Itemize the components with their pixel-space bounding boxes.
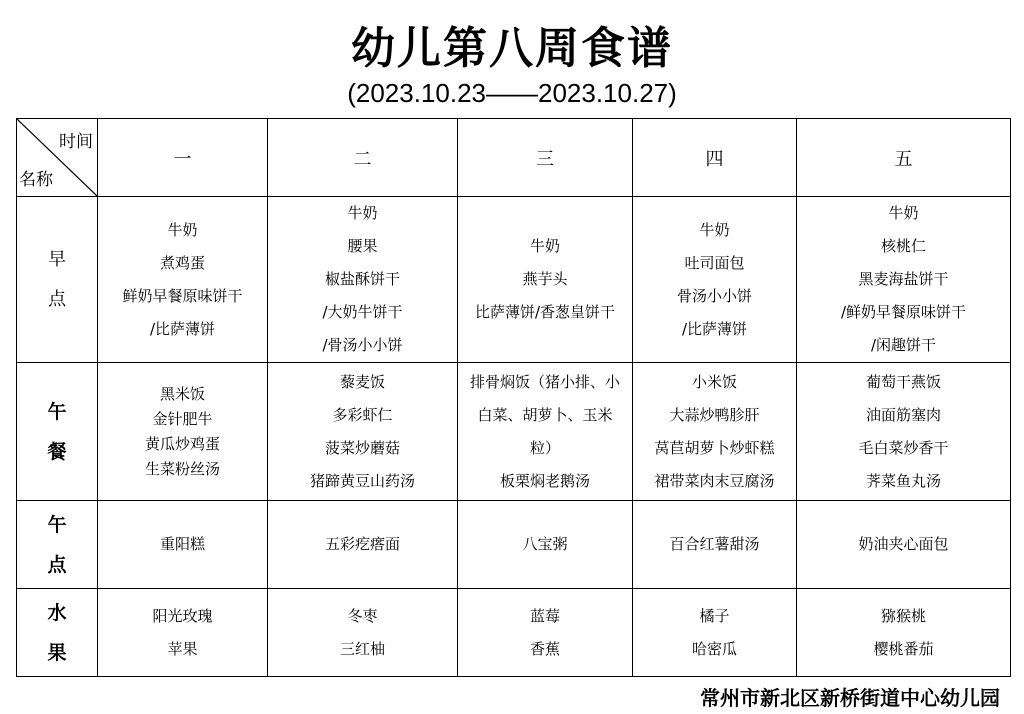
menu-item: /比萨薄饼 [149, 319, 216, 338]
row-label-fruit [17, 589, 98, 677]
menu-item: 牛奶 [347, 204, 378, 222]
row-label-snack [17, 501, 98, 589]
row-label-char: 点 [47, 553, 67, 576]
menu-cell [797, 197, 1011, 363]
corner-header-cell [17, 119, 98, 197]
menu-item: 排骨焖饭（猪小排、小 [469, 372, 620, 391]
menu-item: 煮鸡蛋 [159, 253, 205, 272]
menu-cell [98, 197, 268, 363]
row-label-breakfast [17, 197, 98, 363]
menu-item: 哈密瓜 [691, 639, 737, 658]
menu-cell [98, 501, 268, 589]
menu-item: 牛奶 [699, 220, 730, 239]
menu-cell [458, 501, 633, 589]
row-label-char: 点 [48, 288, 66, 310]
menu-item: 裙带菜肉末豆腐汤 [654, 471, 775, 490]
menu-cell [633, 363, 797, 501]
menu-item: 猕猴桃 [880, 606, 926, 625]
menu-cell [268, 197, 458, 363]
row-label-lunch [17, 363, 98, 501]
menu-item: /比萨薄饼 [681, 319, 748, 338]
menu-item: 毛白菜炒香干 [858, 438, 949, 457]
menu-row-snack [17, 501, 1011, 589]
menu-item: 三红柚 [339, 639, 385, 658]
menu-item: 腰果 [347, 237, 378, 255]
menu-item: 黑米饭 [159, 384, 205, 403]
menu-item: 菠菜炒蘑菇 [324, 438, 400, 457]
menu-item: 椒盐酥饼干 [324, 270, 400, 288]
day-header-1: 一 [98, 119, 268, 197]
menu-item: /大奶牛饼干 [322, 303, 403, 321]
menu-cell [268, 589, 458, 677]
menu-item: 苹果 [167, 639, 198, 658]
menu-item: 粒） [529, 438, 560, 457]
menu-cell [797, 363, 1011, 501]
menu-item: /闲趣饼干 [870, 336, 937, 354]
menu-item: 藜麦饭 [339, 372, 385, 391]
menu-item: 牛奶 [529, 237, 560, 255]
day-header-2: 二 [268, 119, 458, 197]
menu-item: 冬枣 [347, 606, 378, 625]
menu-item: 多彩虾仁 [332, 405, 393, 424]
menu-row-fruit [17, 589, 1011, 677]
page-title: 幼儿第八周食谱 [351, 23, 673, 74]
menu-item: 葡萄干燕饭 [865, 372, 941, 391]
menu-item: 蓝莓 [529, 606, 560, 625]
corner-time-label: 时间 [59, 132, 93, 152]
menu-cell [98, 589, 268, 677]
menu-item: 莴苣胡萝卜炒虾糕 [654, 438, 775, 457]
menu-item: 比萨薄饼/香葱皇饼干 [474, 303, 616, 321]
menu-item: 金针肥牛 [152, 409, 213, 428]
row-label-char: 餐 [47, 440, 67, 463]
menu-item: 板栗焖老鹅汤 [499, 471, 590, 490]
menu-item: 吐司面包 [684, 253, 745, 272]
menu-item: 黑麦海盐饼干 [858, 270, 949, 288]
menu-item: /骨汤小小饼 [322, 336, 403, 354]
menu-cell [458, 589, 633, 677]
date-range: (2023.10.23——2023.10.27) [347, 78, 677, 108]
menu-item: 樱桃番茄 [873, 639, 934, 658]
day-header-3: 三 [458, 119, 633, 197]
menu-item: 小米饭 [691, 372, 737, 391]
menu-item: 荠菜鱼丸汤 [865, 471, 941, 490]
menu-item: 五彩疙瘩面 [324, 535, 400, 553]
menu-item: 香蕉 [529, 639, 560, 658]
menu-row-lunch [17, 363, 1011, 501]
corner-name-label: 名称 [19, 170, 53, 190]
row-label-char: 果 [47, 641, 67, 664]
day-header-5: 五 [797, 119, 1011, 197]
menu-cell [268, 363, 458, 501]
day-header-4: 四 [633, 119, 797, 197]
menu-cell [458, 363, 633, 501]
row-label-char: 午 [47, 513, 67, 536]
menu-row-breakfast [17, 197, 1011, 363]
menu-item: 重阳糕 [159, 535, 205, 553]
menu-item: 鲜奶早餐原味饼干 [122, 286, 243, 305]
menu-item: 阳光玫瑰 [152, 606, 213, 625]
menu-item: 生菜粉丝汤 [144, 459, 220, 478]
menu-item: 橘子 [699, 606, 730, 625]
menu-item: /鲜奶早餐原味饼干 [840, 303, 967, 321]
menu-cell [633, 501, 797, 589]
menu-item: 大蒜炒鸭胗肝 [669, 405, 760, 424]
menu-cell [797, 501, 1011, 589]
school-name: 常州市新北区新桥街道中心幼儿园 [700, 686, 1000, 710]
menu-cell [633, 589, 797, 677]
menu-item: 牛奶 [888, 204, 919, 222]
menu-item: 八宝粥 [522, 535, 568, 553]
menu-cell [98, 363, 268, 501]
menu-cell [633, 197, 797, 363]
menu-cell [268, 501, 458, 589]
menu-item: 油面筋塞肉 [865, 405, 941, 424]
header-row [17, 119, 1011, 197]
row-label-char: 早 [48, 248, 66, 270]
menu-item: 核桃仁 [880, 237, 926, 255]
menu-item: 骨汤小小饼 [676, 286, 752, 305]
menu-item: 燕芋头 [522, 270, 568, 288]
menu-item: 百合红薯甜汤 [669, 535, 760, 553]
menu-table [16, 118, 1011, 677]
row-label-char: 水 [47, 601, 67, 624]
menu-item: 白菜、胡萝卜、玉米 [477, 405, 613, 424]
menu-item: 猪蹄黄豆山药汤 [309, 471, 415, 490]
menu-item: 奶油夹心面包 [858, 535, 949, 553]
menu-cell [458, 197, 633, 363]
row-label-char: 午 [47, 400, 67, 423]
menu-item: 牛奶 [167, 220, 198, 239]
menu-item: 黄瓜炒鸡蛋 [144, 434, 220, 453]
menu-cell [797, 589, 1011, 677]
